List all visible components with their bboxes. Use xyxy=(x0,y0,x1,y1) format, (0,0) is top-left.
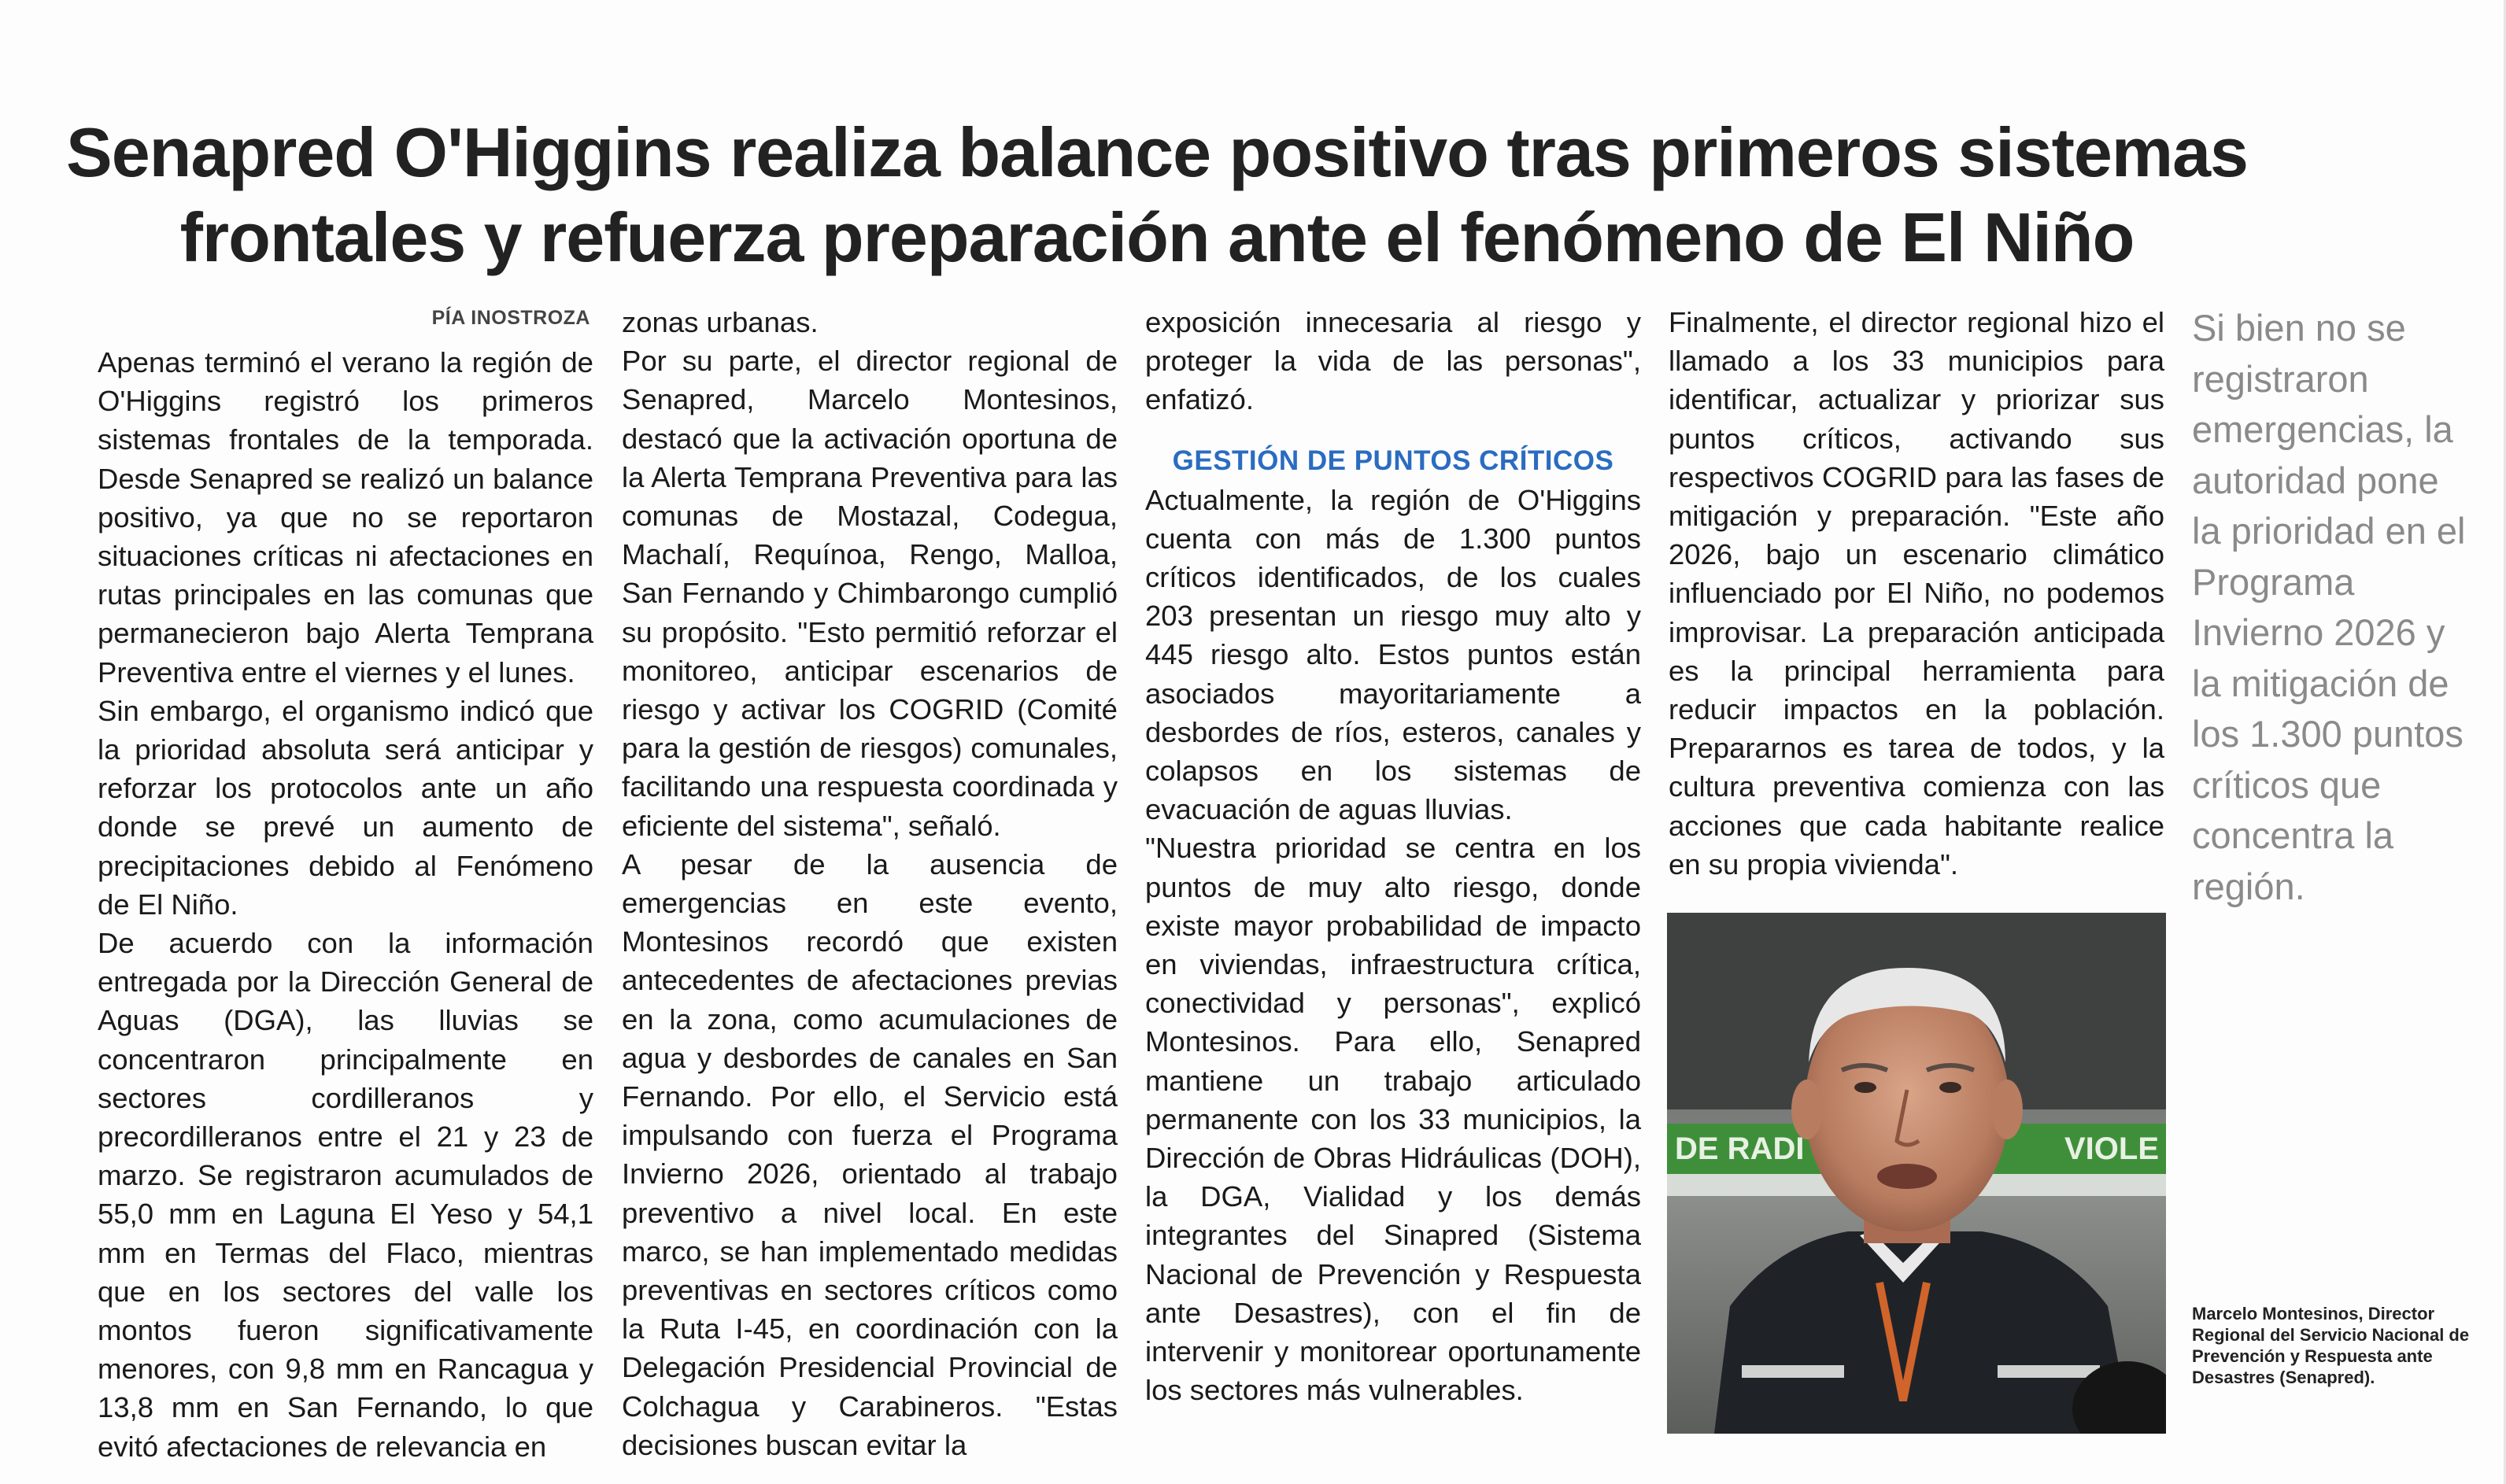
paragraph: exposición innecesaria al riesgo y proteger la vida de las personas", enfatizó. xyxy=(1145,306,1641,416)
eye xyxy=(1854,1082,1876,1093)
paragraph: Por su parte, el director regional de Senapred, Marcelo Montesinos, destacó que la activación oportuna de la Alerta Temprana Preventiva para las comunas de Mostazal, Codegua, Machalí, Requínoa, Rengo, Malloa, San Fernando y Chimbarongo cumplió su propósito. "Esto permitió reforzar el monitoreo, anticipar escenarios de riesgo y activar los COGRID (Comité para la gestión de riesgos) comunales, facilitando una respuesta coordinada y eficiente del sistema", señaló. xyxy=(622,345,1118,842)
paragraph: zonas urbanas. xyxy=(622,306,819,338)
photo-sign-right: VIOLE xyxy=(2064,1131,2160,1166)
paragraph: De acuerdo con la información entregada por la Dirección General de Aguas (DGA), las lluvias se concentraron principalmente en sectores cordilleranos y precordilleranos entre el 21 y 23 de marzo. Se registraron acumulados de 55,0 mm en Laguna El Yeso y 54,1 mm en Termas del Flaco, mientras que en los sectores del valle los montos fueron significativamente menores, con 9,8 mm en Rancagua y 13,8 mm en San Fernando, lo que evitó afectaciones de relevancia en xyxy=(98,927,593,1463)
paragraph: Apenas terminó el verano la región de O'Higgins registró los primeros sistemas frontales de la temporada. Desde Senapred se realizó un balance positivo, ya que no se reportaron situaciones críticas ni afectaciones en rutas principales en las comunas que permanecieron bajo Alerta Temprana Preventiva entre el viernes y el lunes. xyxy=(98,346,593,688)
column-2 xyxy=(622,303,1118,1464)
headline xyxy=(47,110,2267,280)
paragraph: A pesar de la ausencia de emergencias en este evento, Montesinos recordó que existen antecedentes de afectaciones previas en la zona, como acumulaciones de agua y desbordes de canales en San Fernando. Por ello, el Servicio está impulsando con fuerza el Programa Invierno 2026, orientado al trabajo preventivo a nivel local. En este marco, se han implementado medidas preventivas en sectores críticos como la Ruta I-45, en coordinación con la Delegación Presidencial Provincial de Colchagua y Carabineros. "Estas decisiones buscan evitar la xyxy=(622,847,1118,1461)
photo-sign-left: DE RADI xyxy=(1675,1131,1805,1166)
ear xyxy=(1791,1080,1823,1139)
paragraph: "Nuestra prioridad se centra en los puntos de muy alto riesgo, donde existe mayor probabilidad de impacto en viviendas, infraestructura crítica, conectividad y personas", explicó Montesinos. Para ello, Senapred mantiene un trabajo articulado permanente con los 33 municipios, la Dirección de Obras Hidráulicas (DOH), la DGA, Vialidad y los demás integrantes del Sinapred (Sistema Nacional de Prevención y Respuesta ante Desastres), con el fin de intervenir y monitorear oportunamente los sectores más vulnerables. xyxy=(1145,832,1641,1407)
section-subhead: GESTIÓN DE PUNTOS CRÍTICOS xyxy=(1172,445,1614,476)
portrait-photo xyxy=(1667,913,2166,1434)
paragraph: Actualmente, la región de O'Higgins cuenta con más de 1.300 puntos críticos identificados, de los cuales 203 presentan un riesgo muy alto y 445 riesgo alto. Estos puntos están asociados mayoritariamente a desbordes de ríos, esteros, canales y colapsos en los sistemas de evacuación de aguas lluvias. xyxy=(1145,483,1641,826)
reflective-stripe xyxy=(1742,1365,1844,1378)
paragraph: Finalmente, el director regional hizo el llamado a los 33 municipios para identificar, actualizar y priorizar sus puntos críticos, activando sus respectivos COGRID para las fases de mitigación y preparación. "Este año 2026, bajo un escenario climático influenciado por El Niño, no podemos improvisar. La preparación anticipada es la principal herramienta para reducir impactos en la población. Prepararnos es tarea de todos, y la cultura preventiva comienza con las acciones que cada habitante realice en su propia vivienda". xyxy=(1669,306,2164,880)
headline-line-2: frontales y refuerza preparación ante el fenómeno de El Niño xyxy=(179,198,2135,276)
pull-quote: Si bien no se registraron emergencias, la autoridad pone la prioridad en el Programa Invierno 2026 y la mitigación de los 1.300 puntos críticos que concentra la región. xyxy=(2192,307,2466,907)
column-1 xyxy=(98,343,593,1466)
ear xyxy=(1991,1080,2023,1139)
paragraph: Sin embargo, el organismo indicó que la prioridad absoluta será anticipar y reforzar los protocolos ante un año donde se prevé un aumento de precipitaciones debido al Fenómeno de El Niño. xyxy=(98,694,593,921)
photo-caption: Marcelo Montesinos, Director Regional del Servicio Nacional de Prevención y Respuesta ante Desastres (Senapred). xyxy=(2192,1304,2470,1387)
headline-line-1: Senapred O'Higgins realiza balance positivo tras primeros sistemas xyxy=(66,113,2248,191)
mouth xyxy=(1877,1164,1937,1189)
portrait-illustration xyxy=(1667,913,2166,1434)
column-3 xyxy=(1145,303,1641,1409)
eye xyxy=(1939,1082,1961,1093)
byline: PÍA INOSTROZA xyxy=(431,307,590,329)
reflective-stripe xyxy=(1998,1365,2100,1378)
column-4 xyxy=(1669,303,2164,884)
